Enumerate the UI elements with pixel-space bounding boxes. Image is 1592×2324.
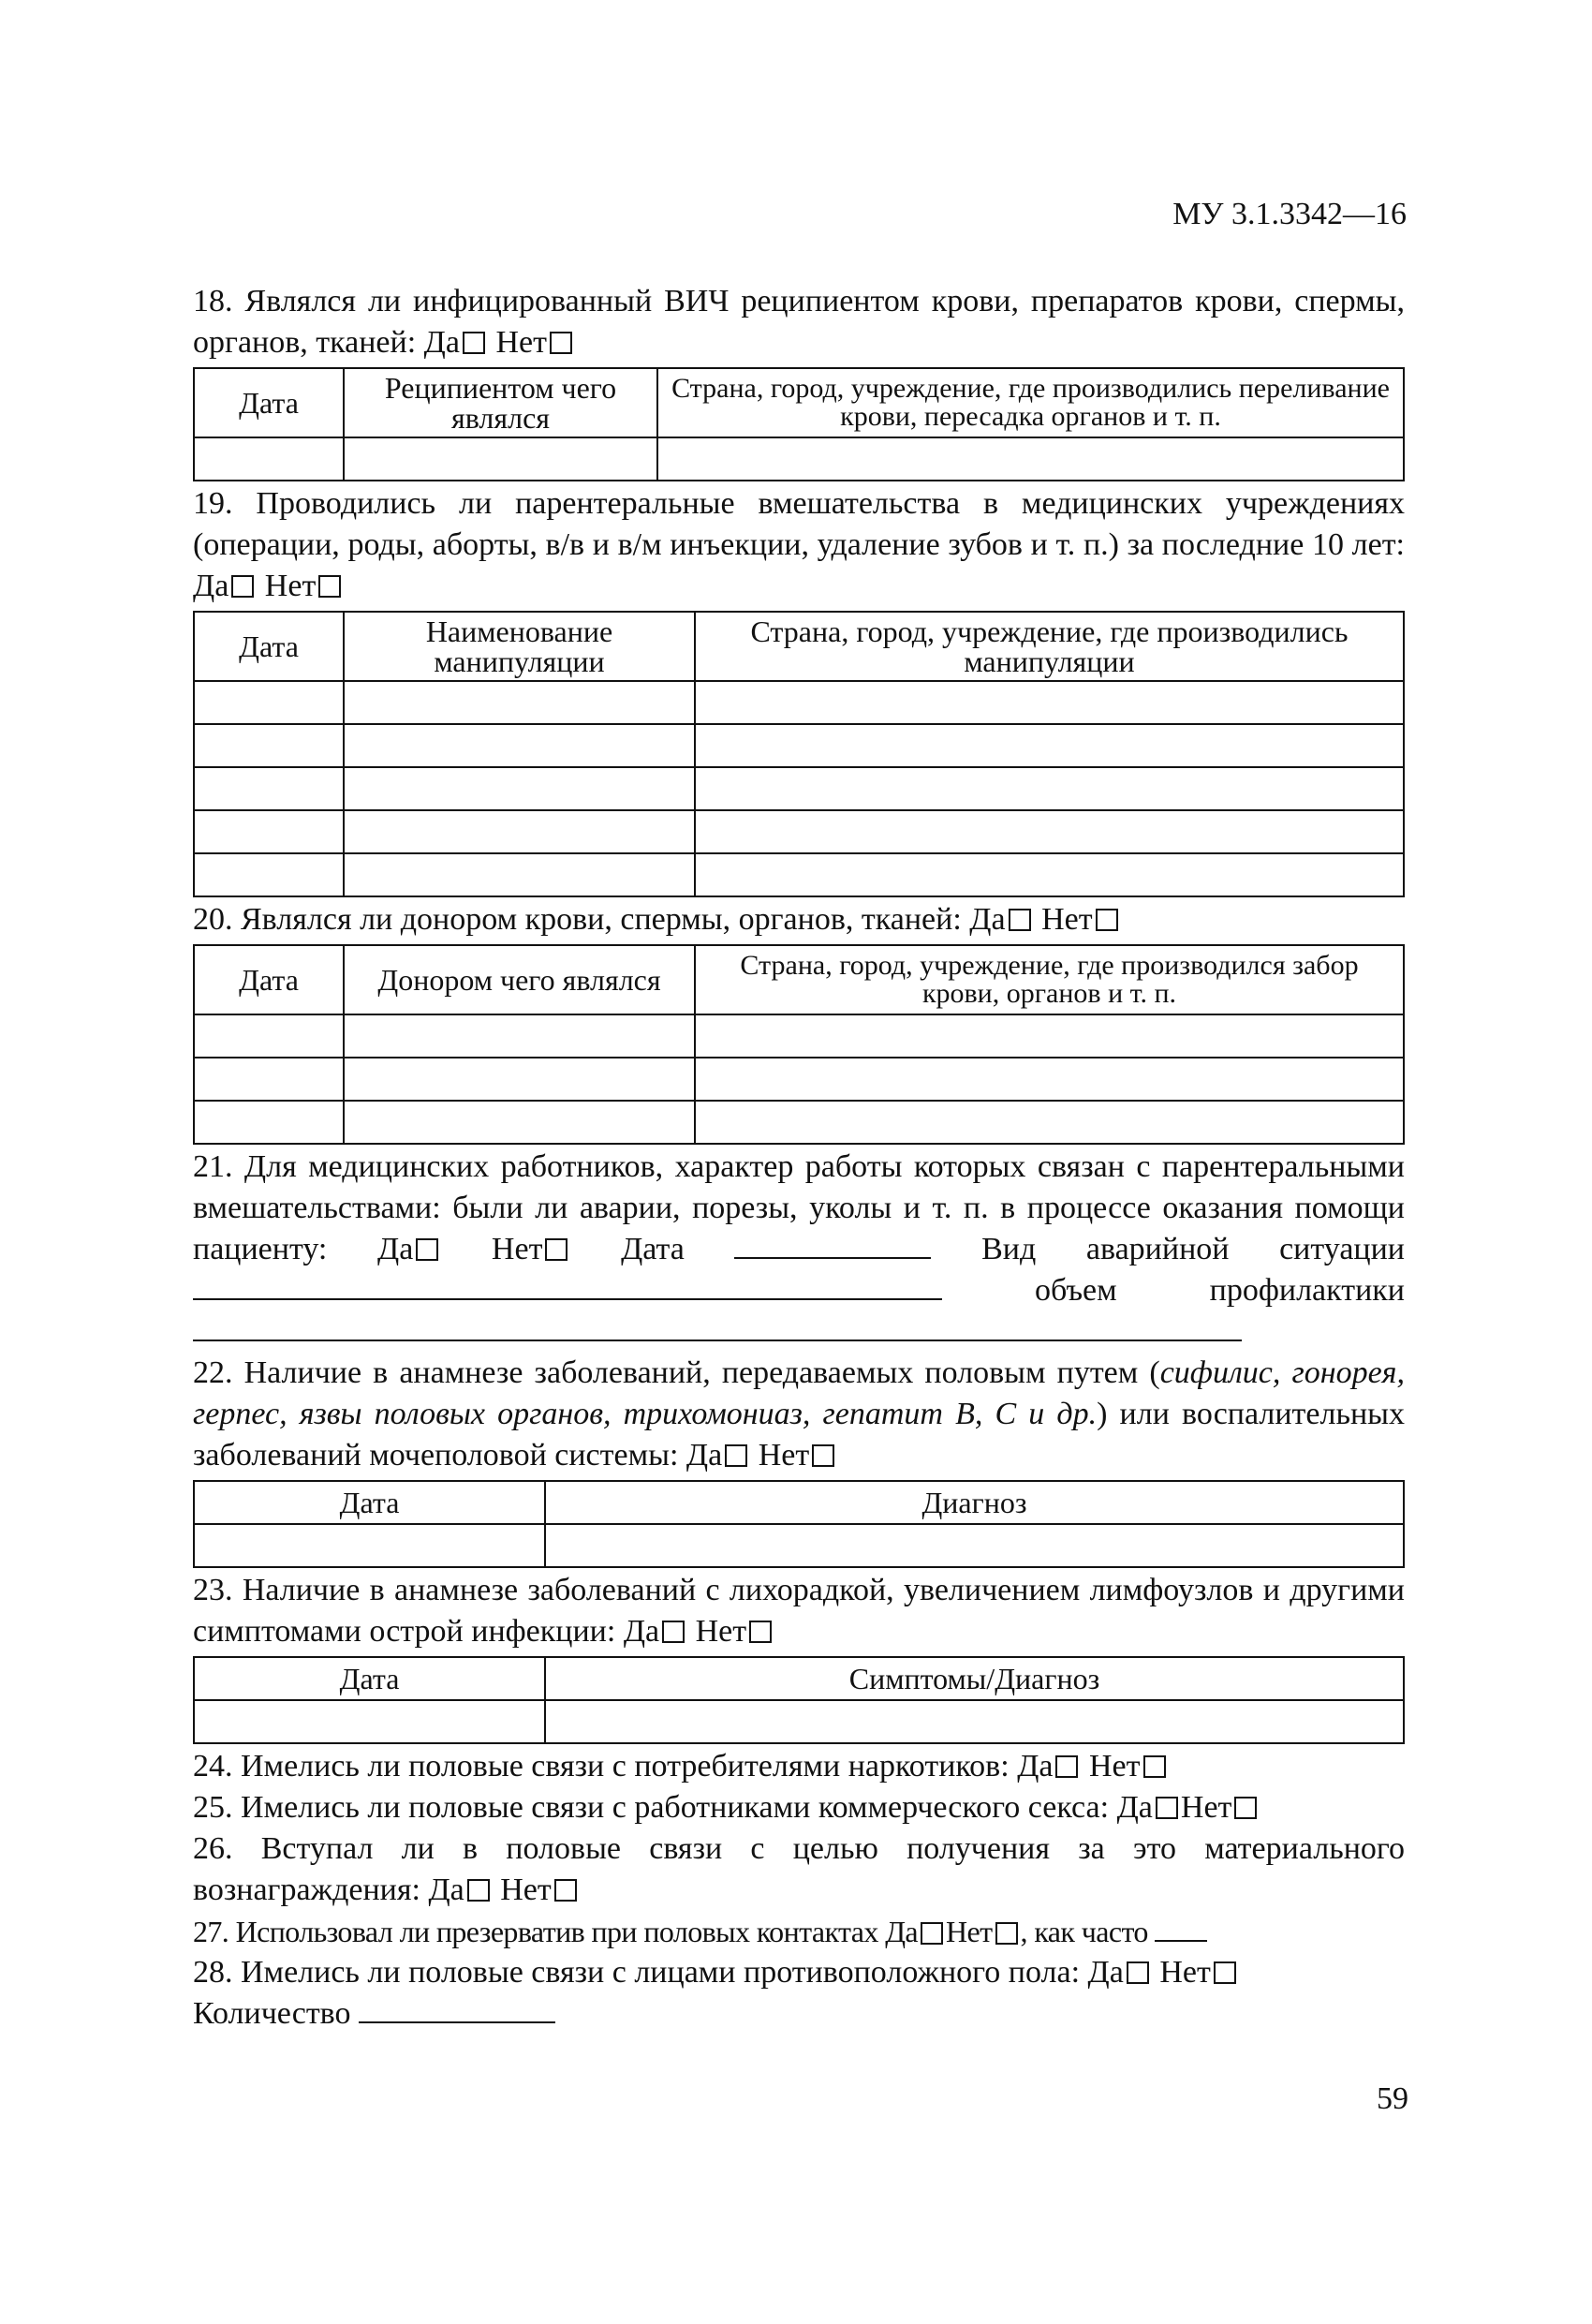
question-18-text: 18. Являлся ли инфицированный ВИЧ реципиентом крови, препаратов крови, спермы, органов, тканей: bbox=[193, 284, 1405, 360]
table-cell[interactable] bbox=[344, 724, 695, 767]
no-checkbox[interactable] bbox=[1096, 909, 1118, 931]
yes-checkbox[interactable] bbox=[1127, 1961, 1149, 1984]
table-row bbox=[194, 1014, 1404, 1058]
question-22-text: 22. Наличие в анамнезе заболеваний, передаваемых половым путем ( bbox=[193, 1355, 1160, 1390]
table-cell[interactable] bbox=[194, 1014, 344, 1058]
no-label: Нет bbox=[500, 1873, 552, 1907]
table-cell[interactable] bbox=[695, 1014, 1404, 1058]
prophylaxis-volume-label: объем профилактики bbox=[1035, 1273, 1405, 1308]
yes-label: Да bbox=[193, 569, 229, 603]
question-28-text: 28. Имелись ли половые связи с лицами противоположного пола: bbox=[193, 1955, 1081, 1990]
column-header: Симптомы/Диагноз bbox=[545, 1657, 1404, 1700]
no-checkbox[interactable] bbox=[1234, 1797, 1257, 1819]
question-22 bbox=[193, 1353, 1405, 1476]
table-cell[interactable] bbox=[695, 810, 1404, 853]
no-checkbox[interactable] bbox=[812, 1444, 834, 1467]
column-header: Дата bbox=[194, 1481, 545, 1524]
incident-kind-label: Вид аварийной ситуации bbox=[981, 1232, 1406, 1266]
column-header: Дата bbox=[194, 368, 344, 437]
yes-checkbox[interactable] bbox=[1009, 909, 1031, 931]
table-cell[interactable] bbox=[695, 724, 1404, 767]
table-cell[interactable] bbox=[695, 1058, 1404, 1101]
table-cell[interactable] bbox=[695, 681, 1404, 724]
table-cell[interactable] bbox=[344, 853, 695, 896]
question-26-text: 26. Вступал ли в половые связи с целью получения за это материального вознаграждения: bbox=[193, 1831, 1405, 1907]
table-cell[interactable] bbox=[344, 681, 695, 724]
table-cell[interactable] bbox=[194, 853, 344, 896]
question-20 bbox=[193, 899, 1405, 940]
column-header: Диагноз bbox=[545, 1481, 1404, 1524]
frequency-field[interactable] bbox=[1155, 1912, 1207, 1942]
question-23 bbox=[193, 1570, 1405, 1652]
yes-checkbox[interactable] bbox=[662, 1621, 685, 1643]
yes-label: Да bbox=[1116, 1790, 1153, 1825]
table-cell[interactable] bbox=[344, 437, 657, 481]
column-header: Дата bbox=[194, 1657, 545, 1700]
yes-checkbox[interactable] bbox=[725, 1444, 747, 1467]
yes-label: Да bbox=[428, 1873, 464, 1907]
table-row bbox=[194, 1524, 1404, 1567]
table-cell[interactable] bbox=[194, 1524, 545, 1567]
table-row bbox=[194, 1700, 1404, 1743]
no-checkbox[interactable] bbox=[318, 575, 341, 598]
table-cell[interactable] bbox=[194, 724, 344, 767]
table-cell[interactable] bbox=[194, 1700, 545, 1743]
column-header: Наименование манипуляции bbox=[344, 612, 695, 681]
partner-count-line bbox=[193, 1993, 1405, 2035]
no-label: Нет bbox=[695, 1614, 747, 1649]
yes-checkbox[interactable] bbox=[463, 332, 485, 354]
yes-checkbox[interactable] bbox=[231, 575, 254, 598]
yes-checkbox[interactable] bbox=[1055, 1755, 1078, 1778]
question-20-text: 20. Являлся ли донором крови, спермы, органов, тканей: bbox=[193, 902, 962, 937]
table-cell[interactable] bbox=[194, 810, 344, 853]
column-header: Страна, город, учреждение, где производились переливание крови, пересадка органов и т. п. bbox=[657, 368, 1404, 437]
partner-count-field[interactable] bbox=[359, 1993, 555, 2023]
column-header: Дата bbox=[194, 945, 344, 1014]
recipient-table bbox=[193, 367, 1405, 481]
yes-label: Да bbox=[969, 902, 1006, 937]
no-label: Нет bbox=[946, 1915, 993, 1948]
yes-checkbox[interactable] bbox=[467, 1879, 490, 1902]
yes-checkbox[interactable] bbox=[921, 1922, 943, 1945]
no-checkbox[interactable] bbox=[1143, 1755, 1166, 1778]
table-cell[interactable] bbox=[344, 810, 695, 853]
table-cell[interactable] bbox=[344, 767, 695, 810]
yes-checkbox[interactable] bbox=[416, 1238, 438, 1261]
table-cell[interactable] bbox=[194, 1058, 344, 1101]
table-header-row bbox=[194, 368, 1404, 437]
question-19 bbox=[193, 483, 1405, 607]
yes-label: Да bbox=[623, 1614, 660, 1649]
no-label: Нет bbox=[1180, 1790, 1232, 1825]
table-header-row bbox=[194, 1481, 1404, 1524]
table-cell[interactable] bbox=[545, 1700, 1404, 1743]
table-header-row bbox=[194, 1657, 1404, 1700]
yes-label: Да bbox=[1017, 1749, 1054, 1784]
table-header-row bbox=[194, 945, 1404, 1014]
table-row bbox=[194, 1101, 1404, 1144]
question-22-text-end: ) или воспалительных заболеваний мочеполовой системы: bbox=[193, 1397, 1405, 1473]
donor-table bbox=[193, 944, 1405, 1145]
question-24 bbox=[193, 1746, 1405, 1787]
table-cell[interactable] bbox=[545, 1524, 1404, 1567]
table-row bbox=[194, 810, 1404, 853]
no-checkbox[interactable] bbox=[995, 1922, 1018, 1945]
frequency-label: , как часто bbox=[1020, 1915, 1148, 1948]
table-row bbox=[194, 853, 1404, 896]
question-21-text: 21. Для медицинских работников, характер работы которых связан с парентеральными вмешательствами: были ли аварии, порезы, уколы и т. п. в процессе оказания помощи пациенту: bbox=[193, 1149, 1405, 1266]
table-cell[interactable] bbox=[194, 1101, 344, 1144]
no-checkbox[interactable] bbox=[1214, 1961, 1236, 1984]
column-header: Дата bbox=[194, 612, 344, 681]
document-code: МУ 3.1.3342—16 bbox=[1172, 197, 1407, 231]
no-label: Нет bbox=[264, 569, 317, 603]
prophylaxis-volume-field[interactable] bbox=[193, 1311, 1242, 1341]
table-cell[interactable] bbox=[695, 767, 1404, 810]
no-checkbox[interactable] bbox=[550, 332, 572, 354]
no-label: Нет bbox=[1088, 1749, 1141, 1784]
question-21 bbox=[193, 1147, 1405, 1353]
std-history-table bbox=[193, 1480, 1405, 1568]
column-header: Реципиентом чего являлся bbox=[344, 368, 657, 437]
question-28 bbox=[193, 1952, 1405, 1993]
no-checkbox[interactable] bbox=[749, 1621, 772, 1643]
question-27 bbox=[193, 1911, 1405, 1952]
table-cell[interactable] bbox=[344, 1014, 695, 1058]
interventions-table bbox=[193, 611, 1405, 897]
question-19-text: 19. Проводились ли парентеральные вмешательства в медицинских учреждениях (операции, роды, аборты, в/в и в/м инъекции, удаление зубов и т. п.) за последние 10 лет: bbox=[193, 486, 1405, 562]
yes-label: Да bbox=[423, 325, 460, 360]
table-cell[interactable] bbox=[695, 853, 1404, 896]
table-row bbox=[194, 767, 1404, 810]
table-row bbox=[194, 681, 1404, 724]
yes-label: Да bbox=[885, 1915, 919, 1948]
table-cell[interactable] bbox=[657, 437, 1404, 481]
table-cell[interactable] bbox=[194, 437, 344, 481]
question-23-text: 23. Наличие в анамнезе заболеваний с лихорадкой, увеличением лимфоузлов и другими симптомами острой инфекции: bbox=[193, 1573, 1405, 1649]
table-cell[interactable] bbox=[194, 681, 344, 724]
no-label: Нет bbox=[1041, 902, 1093, 937]
table-cell[interactable] bbox=[344, 1101, 695, 1144]
question-24-text: 24. Имелись ли половые связи с потребителями наркотиков: bbox=[193, 1749, 1010, 1784]
column-header: Донором чего являлся bbox=[344, 945, 695, 1014]
yes-label: Да bbox=[377, 1232, 414, 1266]
table-cell[interactable] bbox=[194, 767, 344, 810]
column-header: Страна, город, учреждение, где производился забор крови, органов и т. п. bbox=[695, 945, 1404, 1014]
question-27-text: 27. Использовал ли презерватив при половых контактах bbox=[193, 1915, 878, 1948]
table-cell[interactable] bbox=[344, 1058, 695, 1101]
no-label: Нет bbox=[491, 1232, 543, 1266]
table-row bbox=[194, 1058, 1404, 1101]
column-header: Страна, город, учреждение, где производились манипуляции bbox=[695, 612, 1404, 681]
incident-kind-field[interactable] bbox=[193, 1270, 942, 1300]
page-number: 59 bbox=[1377, 2081, 1408, 2116]
disease-examples: сифилис, гонорея, герпес, язвы половых органов, трихомониаз, гепатит В, С и др. bbox=[193, 1355, 1405, 1431]
no-checkbox[interactable] bbox=[545, 1238, 568, 1261]
no-label: Нет bbox=[1159, 1955, 1211, 1990]
question-18 bbox=[193, 281, 1405, 363]
date-field[interactable] bbox=[734, 1229, 931, 1259]
no-label: Нет bbox=[758, 1438, 810, 1473]
questionnaire bbox=[193, 281, 1405, 2035]
partner-count-label: Количество bbox=[193, 1996, 351, 2031]
table-row bbox=[194, 437, 1404, 481]
yes-checkbox[interactable] bbox=[1156, 1797, 1178, 1819]
table-row bbox=[194, 724, 1404, 767]
question-25 bbox=[193, 1787, 1405, 1828]
question-26 bbox=[193, 1828, 1405, 1911]
yes-label: Да bbox=[1087, 1955, 1124, 1990]
no-checkbox[interactable] bbox=[554, 1879, 577, 1902]
yes-label: Да bbox=[685, 1438, 723, 1473]
no-label: Нет bbox=[495, 325, 547, 360]
question-25-text: 25. Имелись ли половые связи с работниками коммерческого секса: bbox=[193, 1790, 1110, 1825]
table-header-row bbox=[194, 612, 1404, 681]
acute-infection-table bbox=[193, 1656, 1405, 1744]
table-cell[interactable] bbox=[695, 1101, 1404, 1144]
date-label: Дата bbox=[621, 1232, 685, 1266]
